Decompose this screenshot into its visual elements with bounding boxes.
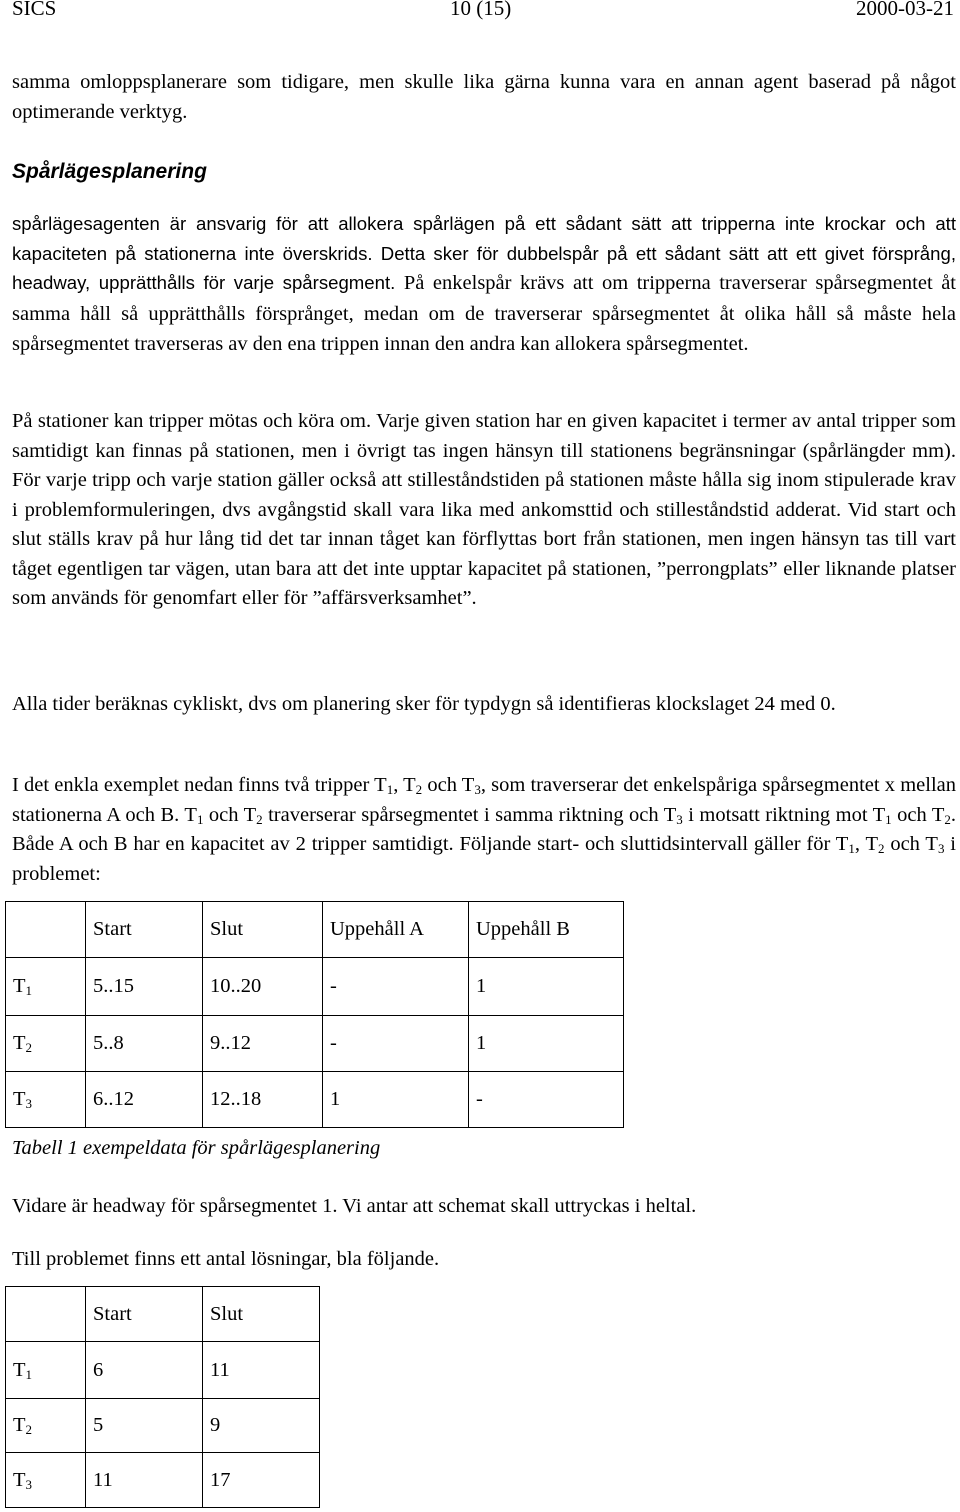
table-row [6, 1072, 624, 1128]
table-header-cell [6, 1287, 86, 1342]
table-cell: - [323, 1016, 469, 1072]
table-header-cell: Uppehåll B [469, 902, 624, 958]
table-header-row [6, 902, 624, 958]
paragraph-solutions: Till problemet finns ett antal lösningar, bla följande. [12, 1248, 440, 1270]
table-row [6, 1399, 320, 1453]
header-page-number: 10 (15) [450, 0, 512, 20]
table-cell: 6..12 [86, 1072, 203, 1128]
table-cell: 12..18 [203, 1072, 323, 1128]
trip-label: $T_2$ [6, 1399, 86, 1453]
table-cell: 10..20 [203, 958, 323, 1016]
table-cell: 5..15 [86, 958, 203, 1016]
trip-label: $T_2$ [6, 1016, 86, 1072]
table-row [6, 1453, 320, 1508]
table-cell: - [469, 1072, 624, 1128]
table-cell: 1 [469, 1016, 624, 1072]
trip-label: $T_3$ [6, 1453, 86, 1508]
paragraph-track-agent-sans: spårlägesagenten är ansvarig för att allokera spårlägen på ett sådant sätt att tripperna inte krockar och att kapaciteten på stationerna inte överskrids. Detta sker för dubbelspår på ett sådant sätt att ett givet försprång, headway, upprätthålls för varje spårsegment. [12, 213, 956, 293]
table-cell: - [323, 958, 469, 1016]
table-header-cell: Uppehåll A [323, 902, 469, 958]
table-header-cell: Slut [203, 1287, 320, 1342]
paragraph-track-agent [12, 209, 956, 360]
paragraph-headway: Vidare är headway för spårsegmentet 1. Vi antar att schemat skall uttryckas i heltal. [12, 1195, 697, 1217]
table-row [6, 1016, 624, 1072]
table-cell: 1 [469, 958, 624, 1016]
section-heading: Spårlägesplanering [12, 160, 207, 183]
table-header-cell: Start [86, 1287, 203, 1342]
table-cell: 11 [86, 1453, 203, 1508]
table-row [6, 958, 624, 1016]
example-data-table [5, 901, 624, 1128]
table-cell: 11 [203, 1342, 320, 1399]
table-cell: 9..12 [203, 1016, 323, 1072]
table-row [6, 1342, 320, 1399]
paragraph-intro: samma omloppsplanerare som tidigare, men skulle lika gärna kunna vara en annan agent baserad på något optimerande verktyg. [12, 71, 956, 123]
header-org: SICS [12, 0, 57, 20]
table-cell: 9 [203, 1399, 320, 1453]
header-date: 2000-03-21 [856, 0, 954, 20]
table-header-cell [6, 902, 86, 958]
page-header [12, 0, 954, 26]
table-cell: 5..8 [86, 1016, 203, 1072]
solution-table [5, 1286, 320, 1508]
table-header-row [6, 1287, 320, 1342]
paragraph-track-agent-serif: På enkelspår krävs att om tripperna traverserar spårsegmentet åt samma håll så upprätthålls försprånget, medan om de traverserar spårsegmentet åt olika håll så måste hela spårsegmentet traverseras av den ena trippen innan den andra kan allokera spårsegmentet. [12, 272, 956, 355]
paragraph-cyclic-times: Alla tider beräknas cykliskt, dvs om planering sker för typdygn så identifieras klockslaget 24 med 0. [12, 693, 836, 715]
paragraph-example: I det enkla exemplet nedan finns två tripper $T_1$, $T_2$ och $T_3$, som traverserar det enkelspåriga spårsegmentet x mellan stationerna A och B. $T_1$ och $T_2$ traverserar spårsegmentet i samma riktning och $T_3$ i motsatt riktning mot $T_1$ och $T_2$. Både A och B har en kapacitet av 2 tripper samtidigt. Följande start- och sluttidsintervall gäller för $T_1$, $T_2$ och $T_3$ i problemet: [12, 774, 957, 885]
table-header-cell: Slut [203, 902, 323, 958]
table-cell: 5 [86, 1399, 203, 1453]
table-cell: 1 [323, 1072, 469, 1128]
trip-label: $T_1$ [6, 958, 86, 1016]
table-caption: Tabell 1 exempeldata för spårlägesplanering [12, 1137, 381, 1159]
table-cell: 17 [203, 1453, 320, 1508]
table-cell: 6 [86, 1342, 203, 1399]
trip-label: $T_3$ [6, 1072, 86, 1128]
paragraph-stations: På stationer kan tripper mötas och köra om. Varje given station har en given kapacitet i termer av antal tripper som samtidigt kan finnas på stationen, men i övrigt tas ingen hänsyn till stationens begränsningar (spårlängder mm). För varje tripp och varje station gäller också att stilleståndstiden på stationen måste hålla sig inom stipulerade krav i problemformuleringen, dvs avgångstid skall vara lika med ankomsttid och stilleståndstid adderat. Vid start och slut ställs krav på hur lång tid det tar innan tåget kan förflyttas bort från stationen, men ingen hänsyn tas till vart tåget egentligen tar vägen, utan bara att det inte upptar kapacitet på stationen, ”perrongplats” eller liknande platser som används för genomfart eller för ”affärsverksamhet”. [12, 410, 956, 609]
table-header-cell: Start [86, 902, 203, 958]
trip-label: $T_1$ [6, 1342, 86, 1399]
